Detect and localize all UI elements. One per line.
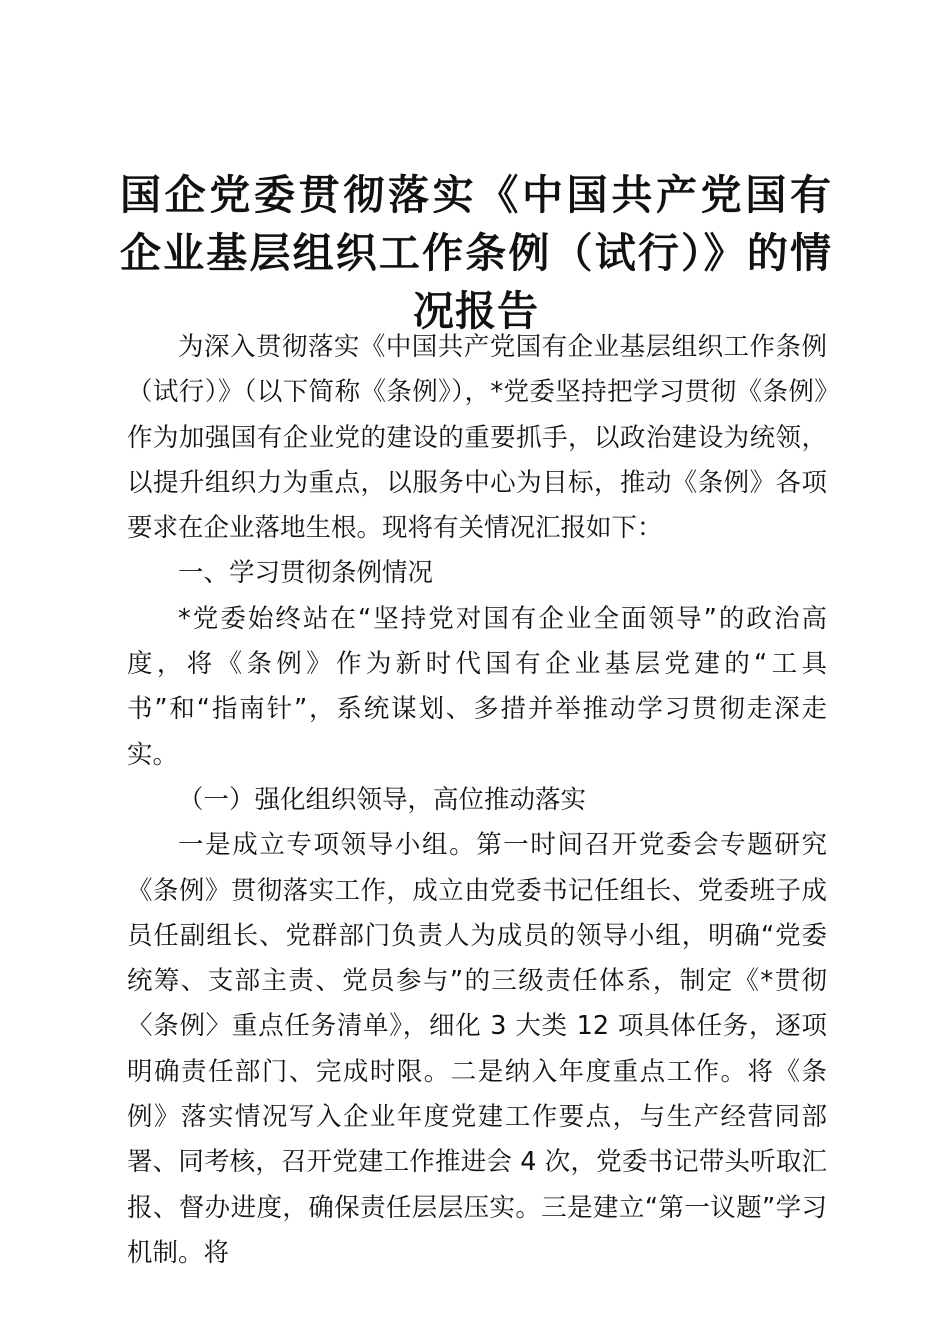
subsection-heading: （一）强化组织领导，高位推动落实 [178, 784, 587, 815]
section-heading: 一、学习贯彻条例情况 [178, 558, 434, 589]
document-body [127, 325, 827, 1276]
section-paragraph: *党委始终站在“坚持党对国有企业全面领导”的政治高度，将《条例》作为新时代国有企业基层党建的“工具书”和“指南针”，系统谋划、多措并举推动学习贯彻走深走实。 [127, 603, 827, 770]
body-paragraph: 一是成立专项领导小组。第一时间召开党委会专题研究《条例》贯彻落实工作，成立由党委书记任组长、党委班子成员任副组长、党群部门负责人为成员的领导小组，明确“党委统筹、支部主责、党员参与”的三级责任体系，制定《*贯彻〈条例〉重点任务清单》，细化 3 大类 12 项具体任务，逐项明确责任部门、完成时限。二是纳入年度重点工作。将《条例》落实情况写入企业年度党建工作要点，与生产经营同部署、同考核，召开党建工作推进会 4 次，党委书记带头听取汇报、督办进度，确保责任层层压实。三是建立“第一议题”学习机制。将 [127, 830, 827, 1268]
intro-paragraph: 为深入贯彻落实《中国共产党国有企业基层组织工作条例（试行）》（以下简称《条例》），*党委坚持把学习贯彻《条例》作为加强国有企业党的建设的重要抓手，以政治建设为统领，以提升组织力为重点，以服务中心为目标，推动《条例》各项要求在企业落地生根。现将有关情况汇报如下： [127, 332, 827, 544]
document-title: 国企党委贯彻落实《中国共产党国有企业基层组织工作条例（试行）》的情况报告 [120, 171, 832, 335]
